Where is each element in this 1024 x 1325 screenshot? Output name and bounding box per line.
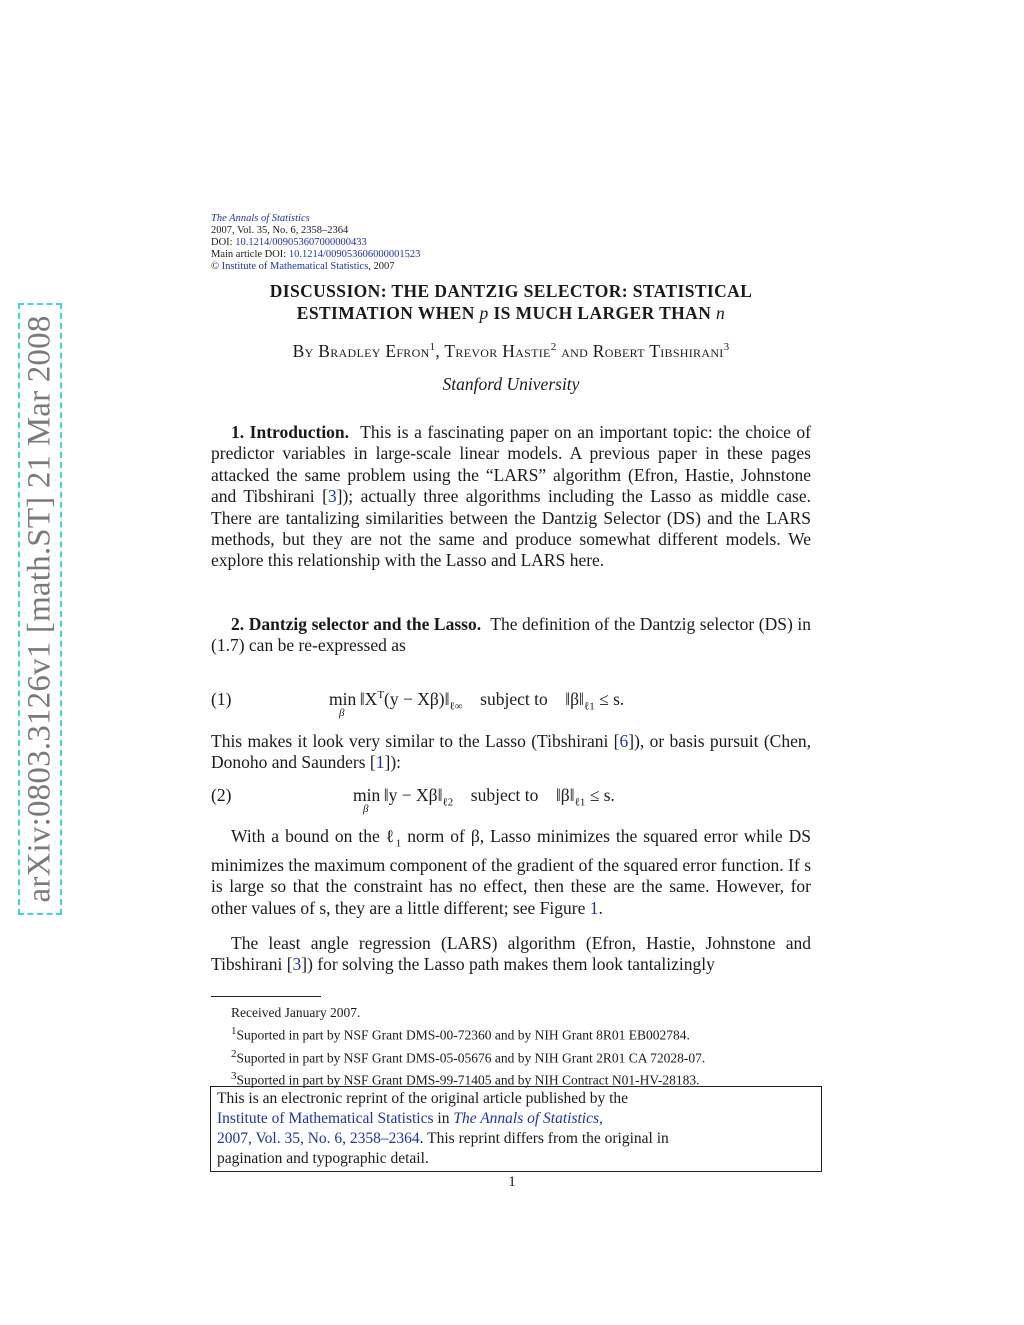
journal-header: The Annals of Statistics 2007, Vol. 35, No. 6, 2358–2364 DOI: 10.1214/009053607000000433 Main article DOI: 10.1214/009053606000001523 © Institute of Mathematical Statistics, 2007 [211, 213, 421, 272]
reprint-citation-link[interactable]: 2007, Vol. 35, No. 6, 2358–2364 [217, 1130, 420, 1147]
section-heading: 1. Introduction. [231, 422, 350, 442]
page-number: 1 [508, 1174, 516, 1190]
publisher-link[interactable]: Institute of Mathematical Statistics [221, 261, 369, 272]
reference-link[interactable]: 1 [375, 752, 385, 773]
author-list: By Bradley Efron$^1$, Trevor Hastie$^2$ and Robert Tibshirani$^3$ [292, 341, 730, 361]
lasso-paragraph: This makes it look very similar to the Lasso (Tibshirani [6]), or basis pursuit (Chen, Donoho and Saunders [1]): [211, 731, 811, 773]
introduction-paragraph: 1. Introduction. This is a fascinating paper on an important topic: the choice of predictor variables in large-scale linear models. A previous paper in these pages attacked the same problem using the “LARS” algorithm (Efron, Hastie, Johnstone and Tibshirani [3]); actually three algorithms including the Lasso as middle case. There are tantalizing similarities between the Dantzig Selector (DS) and the LARS methods, but they are not the same and produce somewhat different models. We explore this relationship with the Lasso and LARS here. [211, 422, 812, 571]
equation-1: (1) $\min ‖X^T(y$ − $X\beta)‖_{\ell\infty}$ subject to $‖\beta‖_{\ell 1} \le s$. β [211, 689, 625, 719]
section2-paragraph: 2. Dantzig selector and the Lasso. The definition of the Dantzig selector (DS) in (1.7) can be re-expressed as [211, 614, 812, 656]
equation-number: (2) [211, 785, 232, 805]
reprint-journal-link[interactable]: The Annals of Statistics [453, 1110, 600, 1127]
reprint-notice-box: This is an electronic reprint of the original article published by the Institute of Mathematical Statistics in The Annals of Statistics, 2007, Vol. 35, No. 6, 2358–2364. This reprint differs from the original in pagination and typographic detail. [210, 1086, 822, 1172]
footnote-2: $^2$Suported in part by NSF Grant DMS-05-05676 and by NIH Grant 2R01 CA 72028-07. [231, 1047, 706, 1065]
footnote-1: $^1$Suported in part by NSF Grant DMS-00-72360 and by NIH Grant 8R01 EB002784. [231, 1025, 690, 1043]
section-heading: 2. Dantzig selector and the Lasso. [231, 614, 482, 634]
footnote-3: $^3$Suported in part by NSF Grant DMS-99-71405 and by NIH Contract N01-HV-28183. [231, 1070, 700, 1088]
arxiv-identifier: arXiv:0803.3126v1 [math.ST] 21 Mar 2008 [21, 315, 58, 903]
equation-2: (2) min ‖y − $X\beta‖_{\ell 2}$ subject to $‖\beta‖_{\ell 1} \le s$. β [211, 785, 615, 815]
arxiv-identifier-stamp [18, 303, 62, 915]
main-doi-link[interactable]: 10.1214/009053606000001523 [288, 249, 421, 260]
doi-link[interactable]: 10.1214/009053607000000433 [235, 237, 367, 248]
journal-link[interactable]: The Annals of Statistics [211, 213, 310, 224]
figure-link[interactable]: 1 [589, 897, 599, 918]
reference-link[interactable]: 6 [619, 731, 629, 751]
reprint-publisher-link[interactable]: Institute of Mathematical Statistics [217, 1110, 434, 1127]
footnote-divider [211, 996, 321, 997]
lars-paragraph: The least angle regression (LARS) algorithm (Efron, Hastie, Johnstone and Tibshirani [3]) for solving the Lasso path makes them look tantalizingly [211, 933, 811, 975]
paper-title: DISCUSSION: THE DANTZIG SELECTOR: STATISTICAL ESTIMATION WHEN p IS MUCH LARGER THAN n [269, 281, 753, 323]
footnotes [231, 1004, 705, 1090]
comparison-paragraph: With a bound on the ℓ$_1$ norm of β, Lasso minimizes the squared error while DS minimizes the maximum component of the gradient of the squared error function. If s is large so that the constraint has no effect, then these are the same. However, for other values of s, they are a little different; see Figure 1. [211, 826, 811, 918]
volume-info: 2007, Vol. 35, No. 6, 2358–2364 [211, 225, 349, 236]
equation-number: (1) [211, 689, 232, 709]
affiliation: Stanford University [442, 374, 580, 394]
reference-link[interactable]: 3 [292, 954, 302, 975]
reference-link[interactable]: 3 [327, 486, 337, 507]
received-date: Received January 2007. [231, 1005, 361, 1020]
